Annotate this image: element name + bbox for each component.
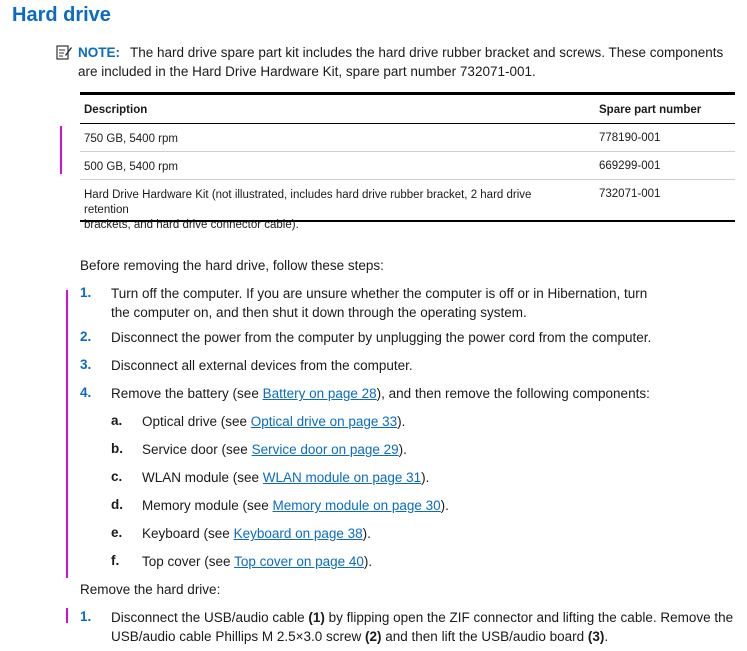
remove-heading: Remove the hard drive: xyxy=(80,582,221,597)
step-number: 4. xyxy=(80,385,92,400)
substep-text-post: ). xyxy=(398,442,407,457)
substep-text-pre: Optical drive (see xyxy=(142,414,251,429)
note-text-line2: are included in the Hard Drive Hardware Kit, spare part number 732071-001. xyxy=(78,64,536,79)
cell-description-line1: Hard Drive Hardware Kit (not illustrated, includes hard drive rubber bracket, 2 hard drive retention xyxy=(84,189,532,216)
remove-step-text-part: Disconnect the USB/audio cable xyxy=(111,610,309,625)
revision-bar xyxy=(66,608,68,623)
link-service-door[interactable]: Service door on page 29 xyxy=(251,442,399,457)
step-text xyxy=(111,384,736,403)
step-number: 3. xyxy=(80,357,92,372)
note-text-line1: The hard drive spare part kit includes the hard drive rubber bracket and screws. These components xyxy=(130,45,724,60)
remove-step-text-part: USB/audio cable Phillips M 2.5×3.0 screw xyxy=(111,629,366,644)
substep-text-post: ). xyxy=(363,554,373,569)
link-wlan-module[interactable]: WLAN module on page 31 xyxy=(262,470,422,485)
remove-step-text-part: by flipping open the ZIF connector and lifting the cable. Remove the xyxy=(324,610,734,625)
substep-text-post: ). xyxy=(440,498,449,513)
section-title: Hard drive xyxy=(12,4,111,26)
note-label: NOTE: xyxy=(78,45,120,60)
step-number: 2. xyxy=(80,329,92,344)
spare-parts-table xyxy=(80,92,735,231)
header-spare-part-number: Spare part number xyxy=(599,104,702,116)
note-icon xyxy=(56,44,72,60)
link-battery[interactable]: Battery on page 28 xyxy=(262,386,377,401)
substep-text xyxy=(142,412,747,431)
cell-description xyxy=(84,188,574,233)
cell-description: 750 GB, 5400 rpm xyxy=(84,133,178,145)
substep-text-post: ). xyxy=(421,470,430,485)
callout-number: (3) xyxy=(587,629,605,644)
step-text-pre: Remove the battery (see xyxy=(111,386,263,401)
substep-text xyxy=(142,496,747,515)
link-memory-module[interactable]: Memory module on page 30 xyxy=(272,498,441,513)
remove-step-text xyxy=(111,608,741,646)
substep-text-post: ). xyxy=(397,414,406,429)
remove-step-text-part: . xyxy=(604,629,609,644)
substep-text xyxy=(142,468,747,487)
table-header xyxy=(80,92,735,124)
cell-description: 500 GB, 5400 rpm xyxy=(84,161,178,173)
substep-letter: e. xyxy=(111,525,123,540)
remove-step-text-part: and then lift the USB/audio board xyxy=(381,629,588,644)
note-text xyxy=(78,43,736,81)
table-row xyxy=(80,124,735,152)
substep-text-post: ). xyxy=(362,526,371,541)
substep-text xyxy=(142,440,747,459)
cell-description-line2: brackets, and hard drive connector cable). xyxy=(84,219,299,231)
header-description: Description xyxy=(84,104,148,116)
substep-text-pre: Keyboard (see xyxy=(142,526,234,541)
cell-part-number: 778190-001 xyxy=(599,132,661,144)
step-text-post: ), and then remove the following components: xyxy=(376,386,650,401)
callout-number: (1) xyxy=(308,610,325,625)
intro-text: Before removing the hard drive, follow these steps: xyxy=(80,258,384,273)
cell-part-number: 732071-001 xyxy=(599,188,661,200)
substep-letter: a. xyxy=(111,413,123,428)
step-number: 1. xyxy=(80,609,92,624)
table-row xyxy=(80,180,735,231)
step-text: Disconnect all external devices from the computer. xyxy=(111,358,413,373)
revision-bar xyxy=(60,126,62,174)
substep-text xyxy=(142,524,747,543)
substep-letter: c. xyxy=(111,469,123,484)
link-top-cover[interactable]: Top cover on page 40 xyxy=(234,554,364,569)
note-block xyxy=(56,43,736,81)
cell-part-number: 669299-001 xyxy=(599,160,661,172)
link-optical-drive[interactable]: Optical drive on page 33 xyxy=(250,414,398,429)
substep-text-pre: WLAN module (see xyxy=(142,470,263,485)
substep-letter: d. xyxy=(111,497,123,512)
step-text-line2: the computer on, and then shut it down through the operating system. xyxy=(111,305,527,320)
revision-bar xyxy=(66,290,68,578)
step-text: Disconnect the power from the computer by unplugging the power cord from the computer. xyxy=(111,330,652,345)
substep-letter: f. xyxy=(111,553,120,568)
substep-letter: b. xyxy=(111,441,123,456)
substep-text xyxy=(142,552,747,571)
step-text xyxy=(111,284,736,322)
step-text-line1: Turn off the computer. If you are unsure whether the computer is off or in Hibernation, turn xyxy=(111,286,648,301)
callout-number: (2) xyxy=(365,629,382,644)
substep-text-pre: Memory module (see xyxy=(142,498,273,513)
substep-text-pre: Top cover (see xyxy=(142,554,235,569)
table-row xyxy=(80,152,735,180)
substep-text-pre: Service door (see xyxy=(142,442,252,457)
link-keyboard[interactable]: Keyboard on page 38 xyxy=(233,526,363,541)
step-number: 1. xyxy=(80,285,92,300)
